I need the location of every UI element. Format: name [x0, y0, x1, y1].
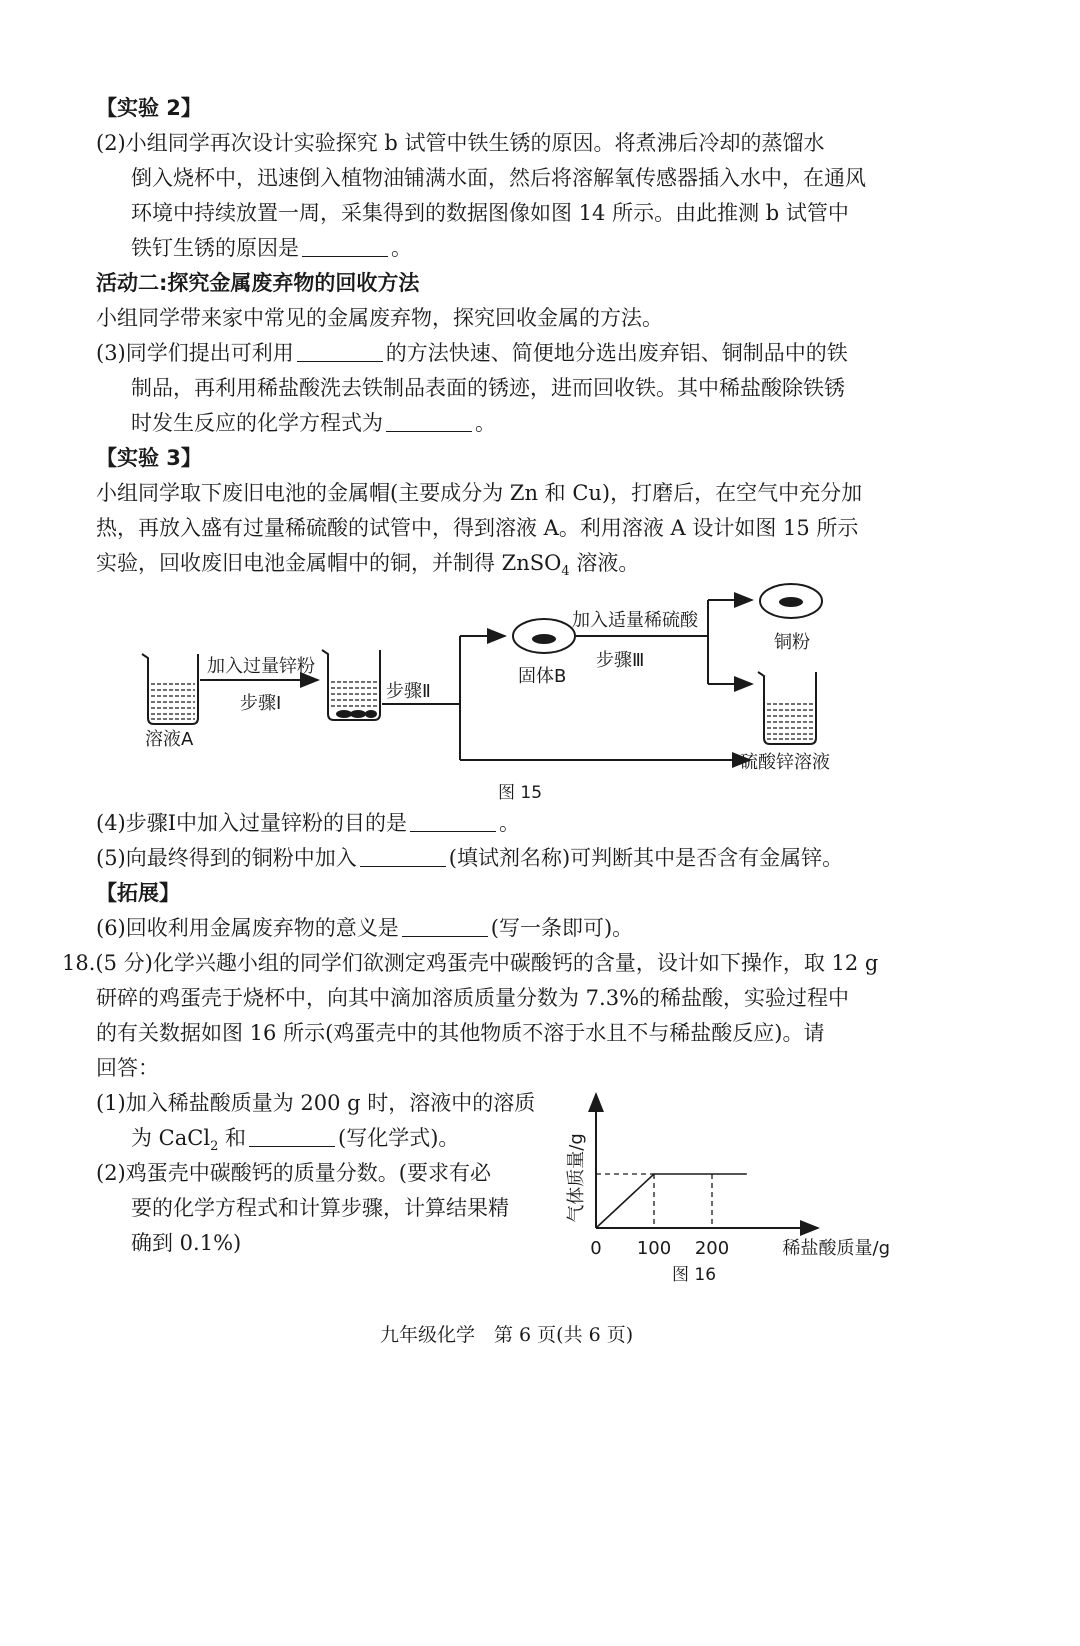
- p1-prefix: 为 CaCl: [131, 1126, 211, 1150]
- q2-line-3: 环境中持续放置一周，采集得到的数据图像如图 14 所示。由此推测 b 试管中: [131, 201, 849, 225]
- answer-blank[interactable]: [410, 830, 496, 832]
- q18-line-2: 研碎的鸡蛋壳于烧杯中，向其中滴加溶质质量分数为 7.3%的稀盐酸，实验过程中: [96, 986, 850, 1010]
- q18-line-1: 18.(5 分)化学兴趣小组的同学们欲测定鸡蛋壳中碳酸钙的含量，设计如下操作，取 12 g: [62, 951, 879, 975]
- exp3-line-1: 小组同学取下废旧电池的金属帽(主要成分为 Zn 和 Cu)，打磨后，在空气中充分加: [96, 481, 863, 505]
- q4-prefix: (4)步骤Ⅰ中加入过量锌粉的目的是: [96, 811, 408, 835]
- solid-b-dish-icon: [513, 619, 575, 653]
- q6-line: [96, 913, 633, 943]
- q5-prefix: (5)向最终得到的铜粉中加入: [96, 846, 357, 870]
- q18-part2-line-3: 确到 0.1%): [131, 1231, 242, 1255]
- figure-15-caption: 图 15: [498, 783, 543, 803]
- q4-line: [96, 808, 520, 838]
- q3-l3-suffix: 。: [475, 411, 496, 435]
- x-tick-label: 100: [636, 1238, 672, 1259]
- label-step-2: 步骤Ⅱ: [386, 681, 431, 702]
- x-tick-label: 0: [590, 1238, 602, 1259]
- q3-prefix: (3)同学们提出可利用: [96, 341, 294, 365]
- q5-line: [96, 843, 843, 873]
- q5-suffix: (填试剂名称)可判断其中是否含有金属锌。: [448, 846, 844, 870]
- exp3-heading: 【实验 3】: [96, 446, 202, 470]
- q3-line-1: [96, 338, 848, 368]
- page-footer: 九年级化学 第 6 页(共 6 页): [380, 1324, 634, 1346]
- exp3-l3-sub: 4: [561, 564, 570, 580]
- label-zinc-sulfate: 硫酸锌溶液: [740, 752, 830, 773]
- exp2-heading: 【实验 2】: [96, 96, 202, 120]
- q18-line-4: 回答：: [96, 1056, 159, 1080]
- beaker-middle-icon: [322, 650, 380, 720]
- answer-blank[interactable]: [402, 935, 488, 937]
- p1-suffix: (写化学式)。: [338, 1126, 460, 1150]
- p1-mid: 和: [218, 1126, 247, 1150]
- answer-blank[interactable]: [249, 1145, 335, 1147]
- label-step-3: 步骤Ⅲ: [596, 650, 645, 671]
- figure-16-caption: 图 16: [671, 1265, 717, 1285]
- p1-sub: 2: [210, 1139, 219, 1155]
- activity2-heading: 活动二:探究金属废弃物的回收方法: [96, 271, 420, 295]
- q18-line-3: 的有关数据如图 16 所示(鸡蛋壳中的其他物质不溶于水且不与稀盐酸反应)。请: [96, 1021, 825, 1045]
- q3-line-2: 制品，再利用稀盐酸洗去铁制品表面的锈迹，进而回收铁。其中稀盐酸除铁锈: [131, 376, 845, 400]
- answer-blank[interactable]: [386, 430, 472, 432]
- answer-blank[interactable]: [297, 360, 383, 362]
- label-solid-b: 固体B: [518, 666, 567, 687]
- label-copper-powder: 铜粉: [774, 632, 810, 653]
- q3-l3-prefix: 时发生反应的化学方程式为: [131, 411, 383, 435]
- q2-line-4: [131, 233, 412, 263]
- beaker-zinc-sulfate-icon: [758, 672, 816, 744]
- answer-blank[interactable]: [360, 865, 446, 867]
- q6-prefix: (6)回收利用金属废弃物的意义是: [96, 916, 399, 940]
- figure-15-diagram: [130, 578, 890, 778]
- q2-line-1: (2)小组同学再次设计实验探究 b 试管中铁生锈的原因。将煮沸后冷却的蒸馏水: [96, 131, 825, 155]
- copper-dish-icon: [760, 584, 822, 618]
- expand-heading: 【拓展】: [96, 881, 180, 905]
- exp3-line-2: 热，再放入盛有过量稀硫酸的试管中，得到溶液 A。利用溶液 A 设计如图 15 所示: [96, 516, 859, 540]
- q2-line-2: 倒入烧杯中，迅速倒入植物油铺满水面，然后将溶解氧传感器插入水中，在通风: [131, 166, 866, 190]
- q18-part2-line-2: 要的化学方程式和计算步骤，计算结果精: [131, 1196, 509, 1220]
- figure-16-chart: [560, 1088, 890, 1298]
- series-line: [596, 1174, 747, 1228]
- q18-part1-line-1: (1)加入稀盐酸质量为 200 g 时，溶液中的溶质: [96, 1091, 536, 1115]
- q6-suffix: (写一条即可)。: [490, 916, 634, 940]
- q18-part2-line-1: (2)鸡蛋壳中碳酸钙的质量分数。(要求有必: [96, 1161, 491, 1185]
- q3-suffix: 的方法快速、简便地分选出废弃铝、铜制品中的铁: [385, 341, 848, 365]
- label-step-1: 步骤Ⅰ: [240, 693, 282, 714]
- label-add-acid: 加入适量稀硫酸: [572, 610, 698, 631]
- q18-part1-line-2: [131, 1123, 459, 1162]
- activity2-intro: 小组同学带来家中常见的金属废弃物，探究回收金属的方法。: [96, 306, 663, 330]
- q2-prefix: 铁钉生锈的原因是: [131, 236, 299, 260]
- answer-blank[interactable]: [302, 255, 388, 257]
- x-tick-label: 200: [694, 1238, 730, 1259]
- x-axis-label: 稀盐酸质量/g: [782, 1238, 890, 1259]
- q2-suffix: 。: [391, 236, 412, 260]
- beaker-a-icon: [142, 654, 198, 724]
- exp3-l3-suffix: 溶液。: [569, 551, 640, 575]
- q4-suffix: 。: [499, 811, 521, 835]
- q3-line-3: [131, 408, 496, 438]
- exp3-l3-prefix: 实验，回收废旧电池金属帽中的铜，并制得 ZnSO: [96, 551, 562, 575]
- label-add-zinc: 加入过量锌粉: [207, 656, 315, 677]
- label-solution-a: 溶液A: [145, 729, 194, 750]
- y-axis-label: 气体质量/g: [566, 1133, 587, 1223]
